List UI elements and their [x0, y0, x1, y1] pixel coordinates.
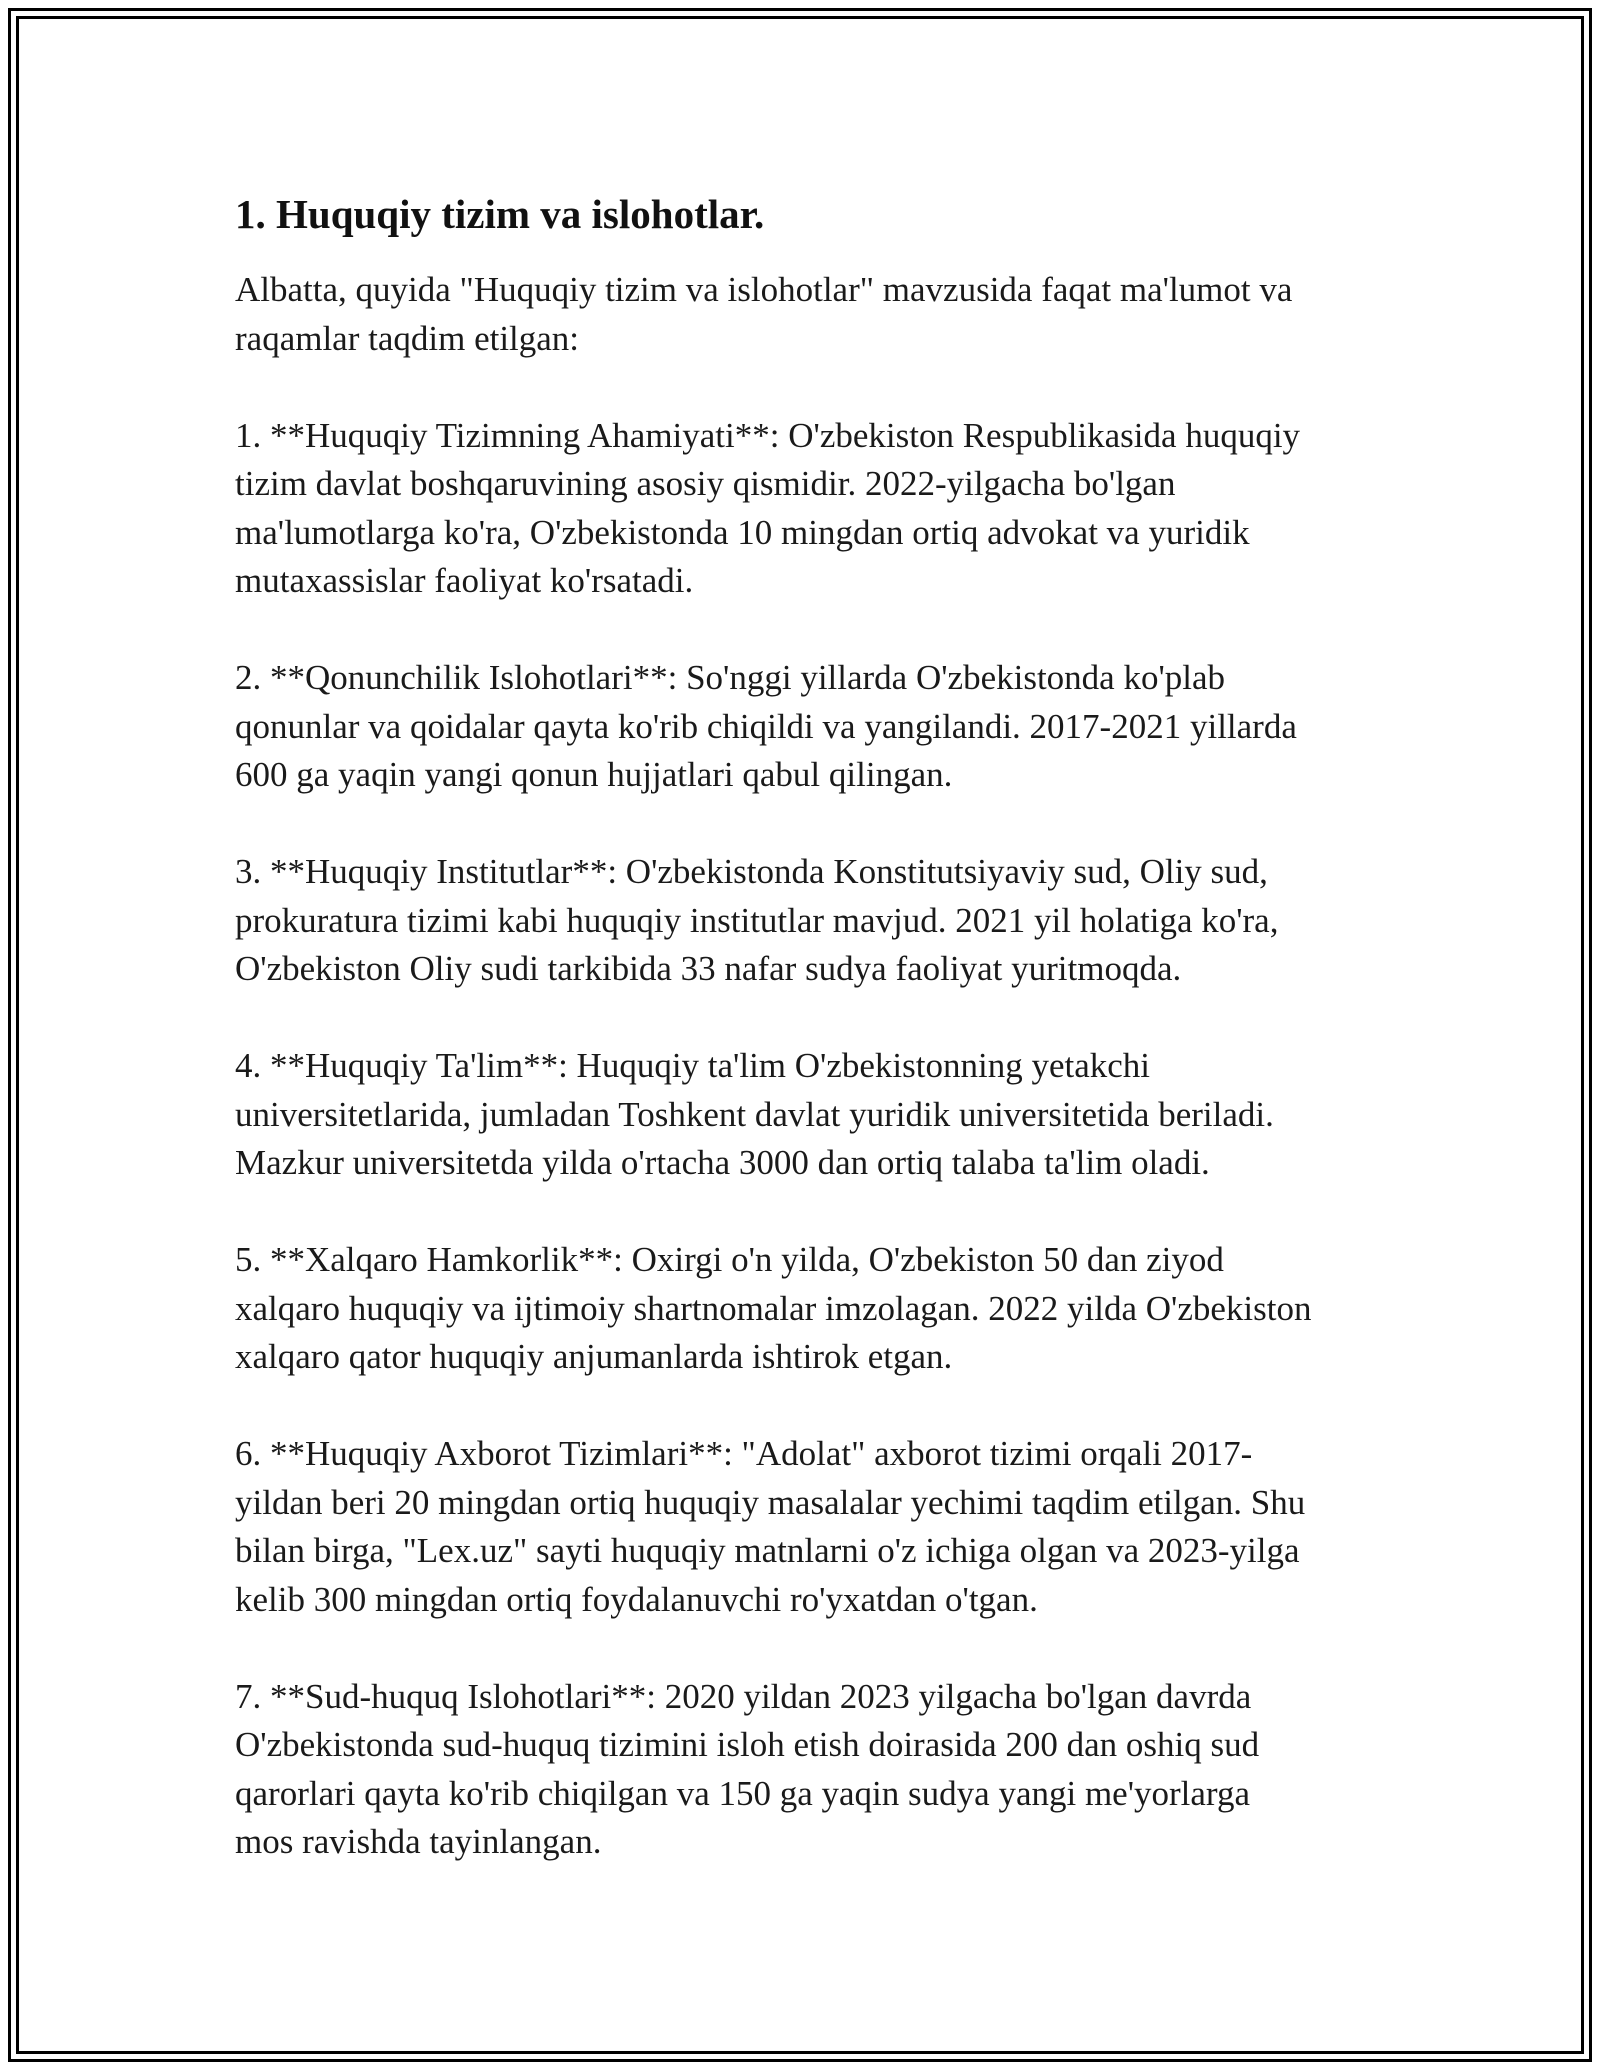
list-item: 6. **Huquqiy Axborot Tizimlari**: "Adolat" axborot tizimi orqali 2017- yildan beri 20 mingdan ortiq huquqiy masalalar yechimi taqdim etilgan. Shu bilan birga, "Lex.uz" sayti huquqiy matnlarni o'z ichiga olgan va 2023-yilga kelib 300 mingdan ortiq foydalanuvchi ro'yxatdan o'tgan. [235, 1434, 1306, 1619]
list-item: 5. **Xalqaro Hamkorlik**: Oxirgi o'n yilda, O'zbekiston 50 dan ziyod xalqaro huquqiy va ijtimoiy shartnomalar imzolagan. 2022 yilda O'zbekiston xalqaro qator huquqiy anjumanlarda ishtirok etgan. [235, 1240, 1312, 1376]
page-title: 1. Huquqiy tizim va islohotlar. [235, 191, 765, 237]
document-body [235, 186, 1365, 1915]
list-item: 2. **Qonunchilik Islohotlari**: So'nggi yillarda O'zbekistonda ko'plab qonunlar va qoidalar qayta ko'rib chiqildi va yangilandi. 2017-2021 yillarda 600 ga yaqin yangi qonun hujjatlari qabul qilingan. [235, 658, 1297, 794]
list-item: 7. **Sud-huquq Islohotlari**: 2020 yildan 2023 yilgacha bo'lgan davrda O'zbekistonda sud-huquq tizimini isloh etish doirasida 200 dan oshiq sud qarorlari qayta ko'rib chiqilgan va 150 ga yaqin sudya yangi me'yorlarga mos ravishda tayinlangan. [235, 1676, 1260, 1861]
intro-paragraph: Albatta, quyida "Huquqiy tizim va islohotlar" mavzusida faqat ma'lumot va raqamlar taqdim etilgan: [235, 270, 1293, 358]
list-item: 1. **Huquqiy Tizimning Ahamiyati**: O'zbekiston Respublikasida huquqiy tizim davlat boshqaruvining asosiy qismidir. 2022-yilgacha bo'lgan ma'lumotlarga ko'ra, O'zbekistonda 10 mingdan ortiq advokat va yuridik mutaxassislar faoliyat ko'rsatadi. [235, 415, 1301, 600]
list-item: 4. **Huquqiy Ta'lim**: Huquqiy ta'lim O'zbekistonning yetakchi universitetlarida, jumladan Toshkent davlat yuridik universitetida beriladi. Mazkur universitetda yilda o'rtacha 3000 dan ortiq talaba ta'lim oladi. [235, 1046, 1274, 1182]
list-item: 3. **Huquqiy Institutlar**: O'zbekistonda Konstitutsiyaviy sud, Oliy sud, prokuratura tizimi kabi huquqiy institutlar mavjud. 2021 yil holatiga ko'ra, O'zbekiston Oliy sudi tarkibida 33 nafar sudya faoliyat yuritmoqda. [235, 852, 1279, 988]
